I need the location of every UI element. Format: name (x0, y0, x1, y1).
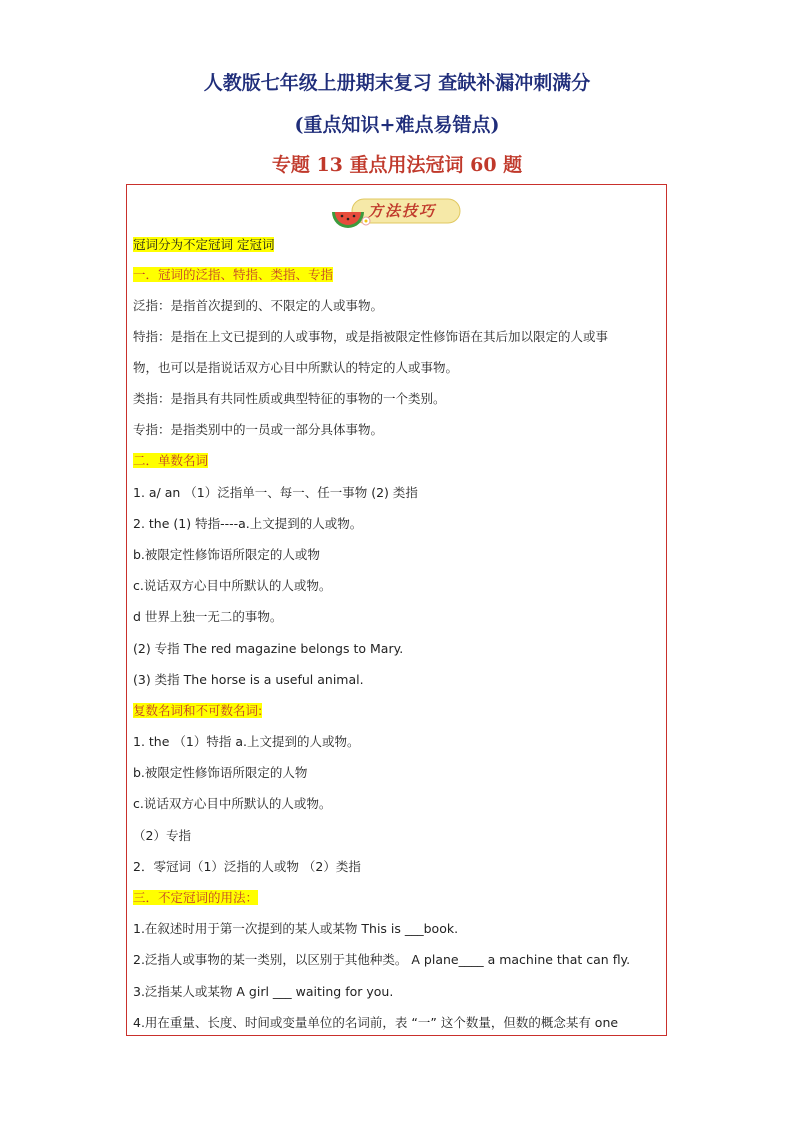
document-title: 人教版七年级上册期末复习 查缺补漏冲刺满分 (203, 72, 591, 94)
text-line: c.说话双方心目中所默认的人或物。 (133, 578, 332, 593)
text-line: (3) 类指 The horse is a useful animal. (133, 672, 364, 687)
text-line: (2) 专指 The red magazine belongs to Mary. (133, 641, 404, 656)
section-heading-1: 一．冠词的泛指、特指、类指、专指 (133, 267, 334, 282)
section-heading-2: 二．单数名词 (133, 453, 209, 468)
method-banner (330, 194, 464, 228)
text-line: 2．零冠词（1）泛指的人或物 （2）类指 (133, 859, 361, 874)
text-line: 2. the (1) 特指----a.上文提到的人或物。 (133, 516, 363, 531)
text-line: d 世界上独一无二的事物。 (133, 609, 283, 624)
text-line: 物，也可以是指说话双方心目中所默认的特定的人或事物。 (133, 360, 459, 375)
text-line: 2.泛指人或事物的某一类别，以区别于其他种类。 A plane____ a machine that can fly. (133, 952, 631, 967)
document-subtitle: (重点知识+难点易错点) (294, 114, 500, 136)
text-line: c.说话双方心目中所默认的人或物。 (133, 796, 332, 811)
intro-line: 冠词分为不定冠词 定冠词 (133, 237, 275, 252)
section-heading-plural: 复数名词和不可数名词: (133, 703, 263, 718)
text-line: 3.泛指某人或某物 A girl ___ waiting for you. (133, 984, 394, 999)
text-line: （2）专指 (133, 828, 191, 843)
text-line: 4.用在重量、长度、时间或变量单位的名词前，表 “一” 这个数量，但数的概念某有 one (133, 1015, 619, 1030)
banner-label: 方法技巧 (368, 202, 437, 220)
section-heading-3: 三．不定冠词的用法： (133, 890, 259, 905)
text-line: 特指：是指在上文已提到的人或事物，或是指被限定性修饰语在其后加以限定的人或事 (133, 329, 609, 344)
watermelon-icon (332, 212, 364, 228)
text-line: 1.在叙述时用于第一次提到的某人或某物 This is ___book. (133, 921, 459, 936)
text-line: 1. the （1）特指 a.上文提到的人或物。 (133, 734, 360, 749)
text-line: 泛指：是指首次提到的、不限定的人或事物。 (133, 298, 384, 313)
topic-title: 专题 13 重点用法冠词 60 题 (271, 154, 523, 176)
text-line: b.被限定性修饰语所限定的人或物 (133, 547, 320, 562)
text-line: b.被限定性修饰语所限定的人物 (133, 765, 308, 780)
text-line: 1. a/ an （1）泛指单一、每一、任一事物 (2) 类指 (133, 485, 418, 500)
text-line: 类指：是指具有共同性质或典型特征的事物的一个类别。 (133, 391, 446, 406)
text-line: 专指：是指类别中的一员或一部分具体事物。 (133, 422, 384, 437)
